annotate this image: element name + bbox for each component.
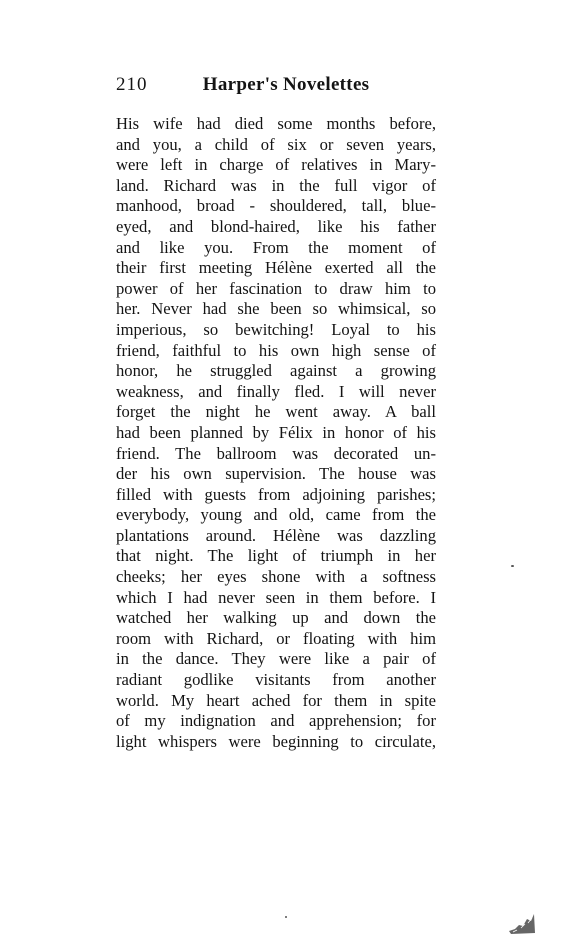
text-line: of my indignation and apprehension; for — [116, 711, 436, 731]
text-line: everybody, young and old, came from the — [116, 505, 436, 525]
text-line: had been planned by Félix in honor of his — [116, 422, 436, 442]
page-number: 210 — [116, 74, 148, 95]
text-line: radiant godlike visitants from another — [116, 670, 436, 690]
text-line: honor, he struggled against a growing — [116, 361, 436, 381]
text-line: plantations around. Hélène was dazzling — [116, 525, 436, 545]
scan-speck — [285, 916, 287, 918]
text-line: that night. The light of triumph in her — [116, 546, 436, 566]
text-line: their first meeting Hélène exerted all the — [116, 258, 436, 278]
text-line: and you, a child of six or seven years, — [116, 134, 436, 154]
text-line: His wife had died some months before, — [116, 114, 436, 133]
running-head — [116, 72, 456, 98]
text-line: watched her walking up and down the — [116, 608, 436, 628]
text-line: der his own supervision. The house was — [116, 464, 436, 484]
text-line: eyed, and blond-haired, like his father — [116, 216, 436, 236]
page-corner-mark — [507, 911, 537, 935]
text-line: weakness, and finally fled. I will never — [116, 381, 436, 401]
running-title: Harper's Novelettes — [202, 74, 370, 95]
text-line: friend, faithful to his own high sense of — [116, 340, 436, 360]
text-line: were left in charge of relatives in Mary- — [116, 155, 436, 175]
text-line: in the dance. They were like a pair of — [116, 649, 436, 669]
text-line: manhood, broad - shouldered, tall, blue- — [116, 196, 436, 216]
text-line: friend. The ballroom was decorated un- — [116, 443, 436, 463]
text-line: room with Richard, or floating with him — [116, 628, 436, 648]
text-line: which I had never seen in them before. I — [116, 587, 436, 607]
body-text — [116, 114, 436, 752]
text-line: forget the night he went away. A ball — [116, 402, 436, 422]
scan-speck — [511, 565, 514, 567]
text-line: light whispers were beginning to circulate, — [116, 731, 436, 751]
text-line: power of her fascination to draw him to — [116, 278, 436, 298]
text-line: world. My heart ached for them in spite — [116, 690, 436, 710]
text-line: land. Richard was in the full vigor of — [116, 175, 436, 195]
text-line: filled with guests from adjoining parishes; — [116, 484, 436, 504]
text-line: cheeks; her eyes shone with a softness — [116, 567, 436, 587]
text-line: her. Never had she been so whimsical, so — [116, 299, 436, 319]
text-line: imperious, so bewitching! Loyal to his — [116, 319, 436, 339]
text-line: and like you. From the moment of — [116, 237, 436, 257]
